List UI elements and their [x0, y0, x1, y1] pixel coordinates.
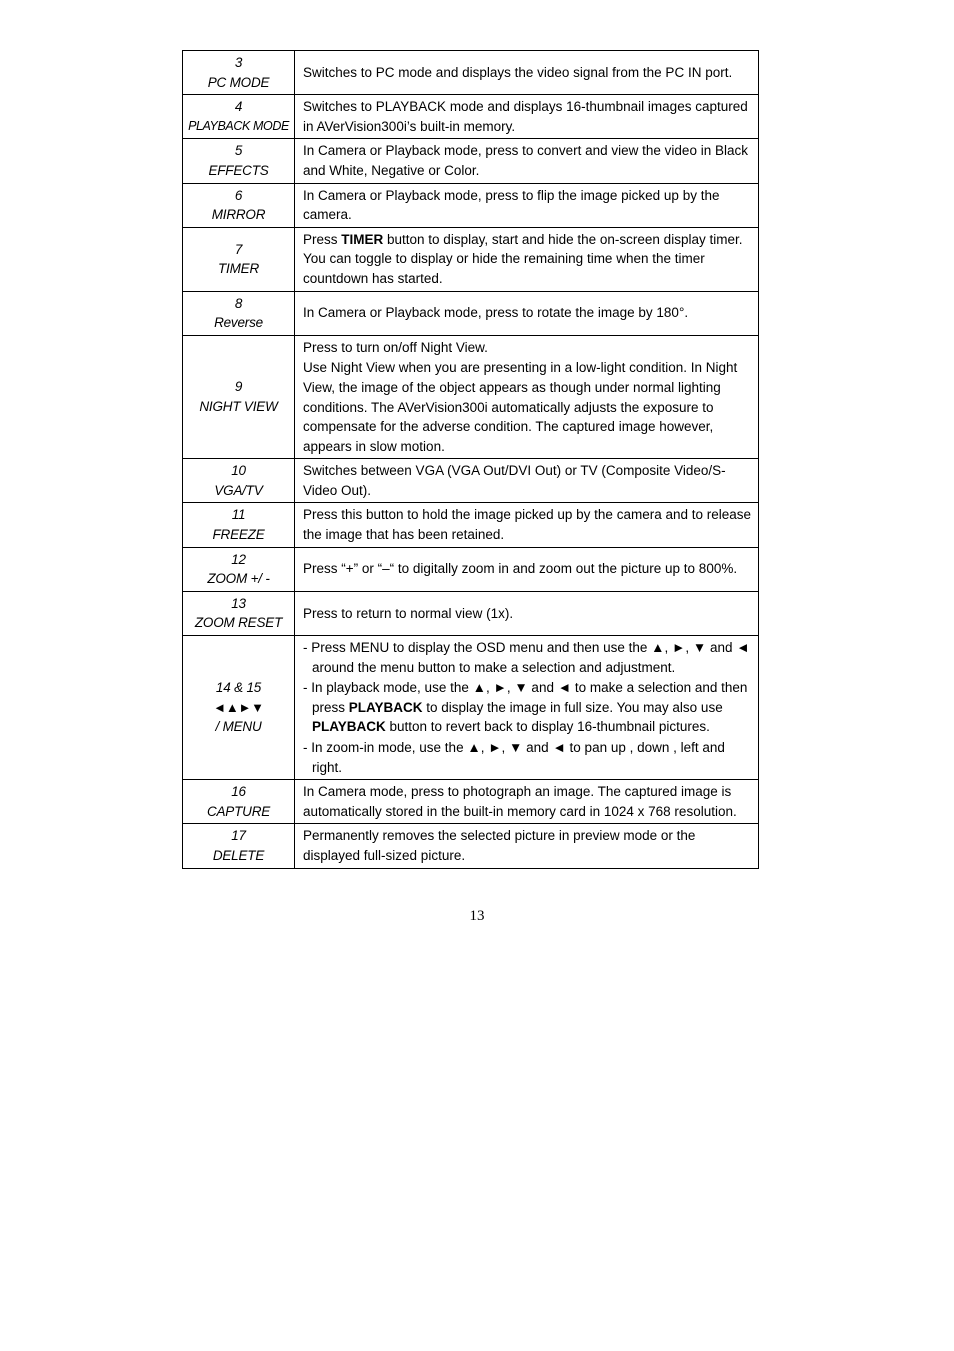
description-text: Permanently removes the selected picture in preview mode or the displayed full-sized picture.	[303, 828, 696, 863]
button-number: 12	[231, 551, 246, 567]
button-label: / MENU	[215, 719, 262, 735]
table-row	[183, 824, 759, 868]
button-label: VGA/TV	[214, 482, 263, 498]
description-text: In Camera or Playback mode, press to flip the image picked up by the camera.	[303, 187, 720, 223]
button-description	[295, 183, 759, 227]
description-text: Switches between VGA (VGA Out/DVI Out) or TV (Composite Video/S-Video Out).	[303, 463, 726, 498]
button-key-cell	[183, 636, 295, 780]
button-number: 3	[234, 55, 243, 70]
button-description	[295, 824, 759, 868]
page-number: 13	[469, 908, 485, 924]
button-description	[295, 780, 759, 824]
button-function-table	[182, 50, 759, 869]
description-text: In Camera or Playback mode, press to rotate the image by 180°.	[303, 305, 689, 321]
button-key-cell	[183, 183, 295, 227]
button-description	[295, 459, 759, 503]
description-text-part: Press	[303, 231, 342, 247]
description-text-part: - In playback mode, use the ▲, ►, ▼ and ◄ to make a selection and then press	[303, 680, 748, 715]
button-number: 14 & 15	[215, 680, 262, 696]
button-key-cell	[183, 824, 295, 868]
table-row	[183, 547, 759, 591]
button-key-cell	[183, 227, 295, 291]
button-label: PLAYBACK MODE	[188, 118, 289, 133]
description-text: Press to return to normal view (1x).	[303, 605, 514, 621]
table-row	[183, 591, 759, 635]
button-label: CAPTURE	[206, 803, 271, 819]
description-text: Use Night View when you are presenting in a low-light condition. In Night View, the image of the object appears as though under normal lighting conditions. The AVerVision300i automatically adjusts the exposure to compensate for the adverse condition. The captured image however, appears in slow motion.	[303, 360, 738, 454]
button-description	[295, 335, 759, 459]
description-text: Switches to PC mode and displays the video signal from the PC IN port.	[303, 64, 733, 80]
button-key-cell	[183, 547, 295, 591]
description-text: Press to turn on/off Night View.	[303, 339, 488, 355]
button-number: 10	[231, 463, 246, 479]
description-text: In Camera mode, press to photograph an image. The captured image is automatically stored in the built-in memory card in 1024 x 768 resolution.	[303, 784, 737, 819]
button-label: MIRROR	[211, 207, 266, 223]
button-key-cell	[183, 95, 295, 139]
description-text-part: button to display, start and hide the on-screen display timer. You can toggle to display or hide the remaining time when the timer countdown has started.	[303, 231, 758, 286]
table-row	[183, 139, 759, 183]
button-number: 5	[234, 143, 243, 159]
button-number: 7	[234, 241, 243, 257]
description-bullet: - In zoom-in mode, use the ▲, ►, ▼ and ◄ to pan up , down , left and right.	[303, 740, 725, 775]
table-row	[183, 636, 759, 780]
button-number: 8	[234, 295, 243, 311]
table-row	[183, 503, 759, 547]
description-text-part: button to revert back to display 16-thumbnail pictures.	[385, 719, 710, 735]
button-key-cell	[183, 591, 295, 635]
button-key-cell	[183, 291, 295, 335]
button-number: 6	[234, 187, 243, 203]
table-row	[183, 335, 759, 459]
button-label: TIMER	[218, 261, 259, 277]
button-label: Reverse	[214, 315, 263, 331]
description-bullet	[303, 678, 752, 737]
button-label: NIGHT VIEW	[199, 399, 278, 414]
button-key-cell	[183, 139, 295, 183]
button-label: EFFECTS	[208, 162, 269, 178]
description-bold-text: TIMER	[341, 231, 384, 247]
button-key-cell	[183, 780, 295, 824]
description-text: Press “+” or “–“ to digitally zoom in and zoom out the picture up to 800%.	[303, 561, 738, 577]
button-number: 11	[231, 507, 246, 523]
button-label: ZOOM +/ -	[207, 571, 270, 587]
button-number: 9	[234, 379, 243, 395]
description-bold-text: PLAYBACK	[312, 719, 386, 735]
button-description	[295, 636, 759, 780]
button-description	[295, 227, 759, 291]
button-number: 4	[234, 99, 243, 115]
description-text: In Camera or Playback mode, press to convert and view the video in Black and White, Negative or Color.	[303, 143, 748, 178]
button-description	[295, 51, 759, 95]
button-description	[295, 591, 759, 635]
button-key-cell	[183, 459, 295, 503]
description-text	[303, 230, 758, 289]
description-text: Press this button to hold the image picked up by the camera and to release the image that has been retained.	[303, 507, 752, 543]
table-row	[183, 95, 759, 139]
table-row	[183, 780, 759, 824]
button-description	[295, 139, 759, 183]
button-label: FREEZE	[212, 527, 265, 543]
button-description	[295, 291, 759, 335]
table-row	[183, 227, 759, 291]
button-number: 13	[231, 595, 246, 611]
table-row	[183, 183, 759, 227]
table-row	[183, 51, 759, 95]
button-number: 16	[231, 784, 246, 800]
table-row	[183, 291, 759, 335]
button-description	[295, 547, 759, 591]
description-text-part: to display the image in full size. You may also use	[422, 699, 723, 715]
button-key-cell	[183, 335, 295, 459]
button-key-cell	[183, 503, 295, 547]
description-bold-text: PLAYBACK	[348, 699, 423, 715]
button-number: 17	[231, 828, 246, 844]
button-label: DELETE	[212, 847, 265, 863]
button-label: ZOOM RESET	[194, 615, 283, 631]
button-label: PC MODE	[207, 74, 270, 90]
button-key-cell	[183, 51, 295, 95]
description-text: Switches to PLAYBACK mode and displays 16-thumbnail images captured in AVerVision300i’s built-in memory.	[303, 99, 748, 134]
description-bullet: - Press MENU to display the OSD menu and then use the ▲, ►, ▼ and ◄ around the menu button to make a selection and adjustment.	[303, 640, 750, 675]
arrow-keys-icon: ◄▲►▼	[213, 699, 264, 715]
button-description	[295, 503, 759, 547]
button-description	[295, 95, 759, 139]
table-row	[183, 459, 759, 503]
